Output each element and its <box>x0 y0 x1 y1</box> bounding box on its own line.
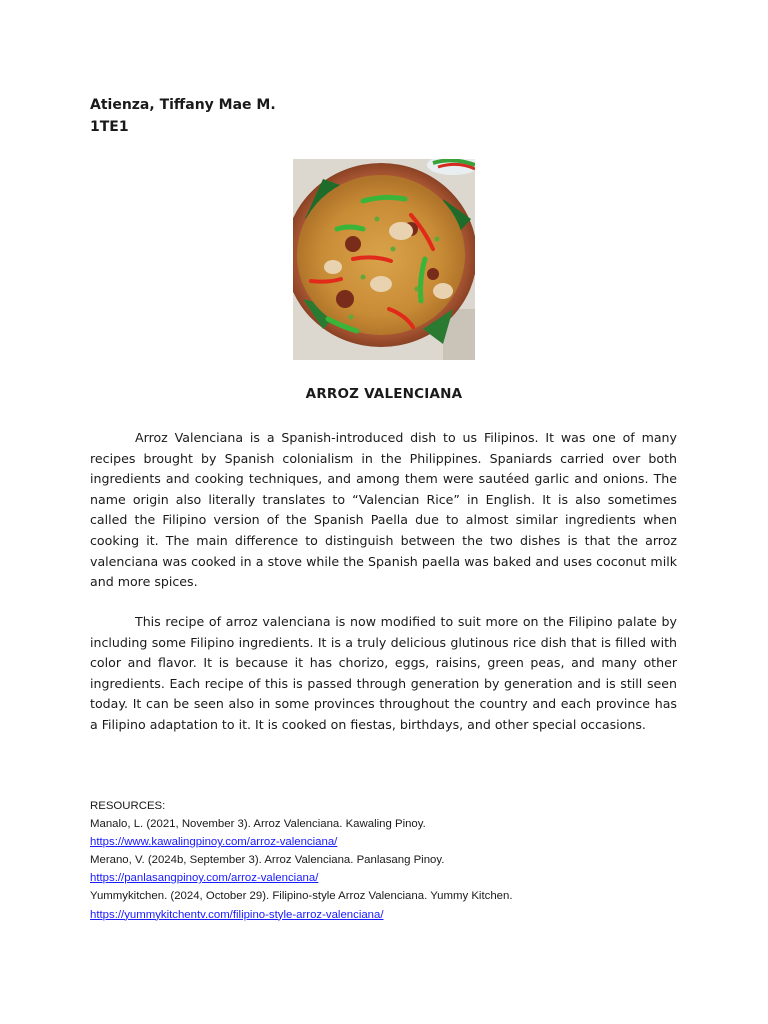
author-name: Atienza, Tiffany Mae M. <box>90 97 276 113</box>
paragraph-1: Arroz Valenciana is a Spanish-introduced dish to us Filipinos. It was one of many recipes brought by Spanish colonialism in the Philippines. Spaniards carried over both ingredients and cooking techniques, and among them were sautéed garlic and onions. The name origin also literally translates to “Valencian Rice” in English. It is also sometimes called the Filipino version of the Spanish Paella due to almost similar ingredients when cooking it. The main difference to distinguish between the two dishes is that the arroz valenciana was cooked in a stove while the Spanish paella was baked and uses coconut milk and more spices. <box>90 430 677 590</box>
page-title: ARROZ VALENCIANA <box>305 386 463 402</box>
citation-3-link[interactable]: https://yummykitchentv.com/filipino-style-arroz-valenciana/ <box>90 908 384 921</box>
dish-photo <box>293 159 475 360</box>
citation-3: Yummykitchen. (2024, October 29). Filipino-style Arroz Valenciana. Yummy Kitchen. <box>90 890 513 903</box>
citation-2: Merano, V. (2024b, September 3). Arroz Valenciana. Panlasang Pinoy. <box>90 854 445 867</box>
student-section: 1TE1 <box>90 119 129 135</box>
paragraph-2: This recipe of arroz valenciana is now modified to suit more on the Filipino palate by including some Filipino ingredients. It is a truly delicious glutinous rice dish that is filled with color and flavor. It is because it has chorizo, eggs, raisins, green peas, and many other ingredients. Each recipe of this is passed through generation by generation and is still seen today. It can be seen also in some provinces throughout the country and each province has a Filipino adaptation to it. It is cooked on fiestas, birthdays, and other special occasions. <box>90 614 677 732</box>
citation-1-link[interactable]: https://www.kawalingpinoy.com/arroz-valenciana/ <box>90 836 338 849</box>
resources-section <box>90 797 690 924</box>
author-block <box>90 94 276 138</box>
resources-heading: RESOURCES: <box>90 800 166 812</box>
citation-1: Manalo, L. (2021, November 3). Arroz Valenciana. Kawaling Pinoy. <box>90 818 426 831</box>
citation-2-link[interactable]: https://panlasangpinoy.com/arroz-valenciana/ <box>90 872 319 885</box>
